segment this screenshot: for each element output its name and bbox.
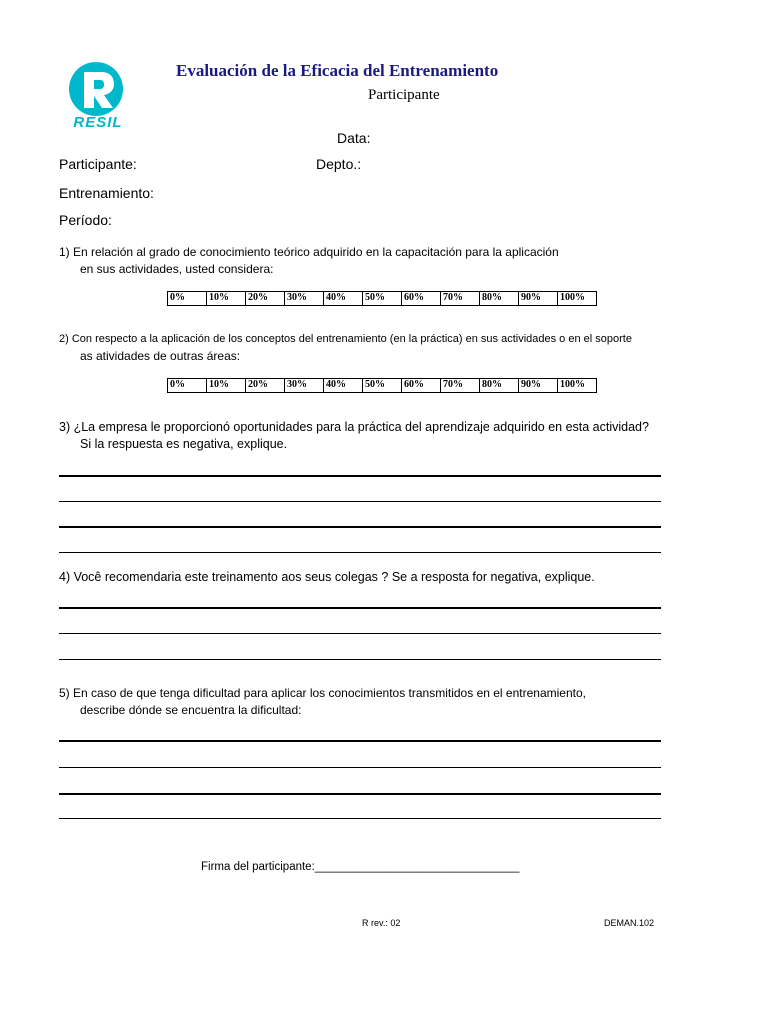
data-field-label: Data: xyxy=(337,130,371,146)
scale-option[interactable]: 30% xyxy=(284,292,323,305)
scale-option[interactable]: 100% xyxy=(557,379,596,392)
answer-line-q5[interactable] xyxy=(59,818,661,819)
question-5-line-1: 5) En caso de que tenga dificultad para aplicar los conocimientos transmitidos en el entrenamiento, xyxy=(59,686,586,700)
scale-option[interactable]: 80% xyxy=(479,292,518,305)
answer-line-q3[interactable] xyxy=(59,552,661,553)
entrenamiento-field-label: Entrenamiento: xyxy=(59,185,154,201)
signature-label: Firma del participante: xyxy=(201,861,315,873)
question-1-line-1: 1) En relación al grado de conocimiento teórico adquirido en la capacitación para la aplicación xyxy=(59,245,559,259)
answer-line-q3[interactable] xyxy=(59,475,661,477)
scale-option[interactable]: 20% xyxy=(245,379,284,392)
scale-option[interactable]: 70% xyxy=(440,292,479,305)
participante-field-label: Participante: xyxy=(59,156,137,172)
scale-option[interactable]: 40% xyxy=(323,379,362,392)
question-2 xyxy=(59,331,632,365)
question-3-line-1: 3) ¿La empresa le proporcionó oportunidades para la práctica del aprendizaje adquirido en esta actividad? xyxy=(59,420,649,434)
answer-line-q3[interactable] xyxy=(59,526,661,528)
scale-option[interactable]: 70% xyxy=(440,379,479,392)
logo-r-icon xyxy=(69,62,123,116)
scale-option[interactable]: 0% xyxy=(170,379,185,390)
question-2-line-2: as atividades de outras áreas: xyxy=(80,349,241,363)
signature-blank: ________________________________ xyxy=(314,861,520,873)
answer-line-q4[interactable] xyxy=(59,607,661,609)
question-4 xyxy=(59,569,595,586)
question-5 xyxy=(59,685,586,719)
scale-option[interactable]: 60% xyxy=(401,292,440,305)
document-subtitle: Participante xyxy=(368,87,440,103)
document-code: DEMAN.102 xyxy=(604,918,655,928)
scale-option[interactable]: 20% xyxy=(245,292,284,305)
question-4-line-1: 4) Você recomendaria este treinamento aos seus colegas ? Se a resposta for negativa, explique. xyxy=(59,570,595,584)
scale-option[interactable]: 50% xyxy=(362,379,401,392)
question-3 xyxy=(59,419,649,453)
logo-text: RESIL xyxy=(73,114,123,131)
scale-option[interactable]: 30% xyxy=(284,379,323,392)
depto-field-label: Depto.: xyxy=(316,156,362,172)
scale-option[interactable]: 80% xyxy=(479,379,518,392)
question-1-line-2: en sus actividades, usted considera: xyxy=(80,262,274,276)
answer-line-q5[interactable] xyxy=(59,793,661,795)
scale-option[interactable]: 60% xyxy=(401,379,440,392)
answer-line-q5[interactable] xyxy=(59,740,661,742)
scale-option[interactable]: 50% xyxy=(362,292,401,305)
scale-option[interactable]: 90% xyxy=(518,379,557,392)
question-3-line-2: Si la respuesta es negativa, explique. xyxy=(80,437,288,451)
answer-line-q5[interactable] xyxy=(59,767,661,768)
rating-scale-q2 xyxy=(167,378,597,393)
logo-mark xyxy=(69,62,123,116)
scale-option[interactable]: 0% xyxy=(170,292,185,303)
revision-label: R rev.: 02 xyxy=(362,918,401,928)
answer-line-q4[interactable] xyxy=(59,633,661,634)
question-2-line-1: 2) Con respecto a la aplicación de los conceptos del entrenamiento (en la práctica) en sus actividades o en el soporte xyxy=(59,333,632,345)
signature-field[interactable] xyxy=(201,861,519,873)
question-5-line-2: describe dónde se encuentra la dificultad: xyxy=(80,703,302,717)
scale-option[interactable]: 10% xyxy=(206,292,245,305)
scale-option[interactable]: 40% xyxy=(323,292,362,305)
answer-line-q4[interactable] xyxy=(59,659,661,660)
document-title: Evaluación de la Eficacia del Entrenamiento xyxy=(176,61,499,80)
periodo-field-label: Período: xyxy=(59,212,112,228)
scale-option[interactable]: 10% xyxy=(206,379,245,392)
question-1 xyxy=(59,244,559,278)
answer-line-q3[interactable] xyxy=(59,501,661,502)
scale-option[interactable]: 100% xyxy=(557,292,596,305)
rating-scale-q1 xyxy=(167,291,597,306)
scale-option[interactable]: 90% xyxy=(518,292,557,305)
